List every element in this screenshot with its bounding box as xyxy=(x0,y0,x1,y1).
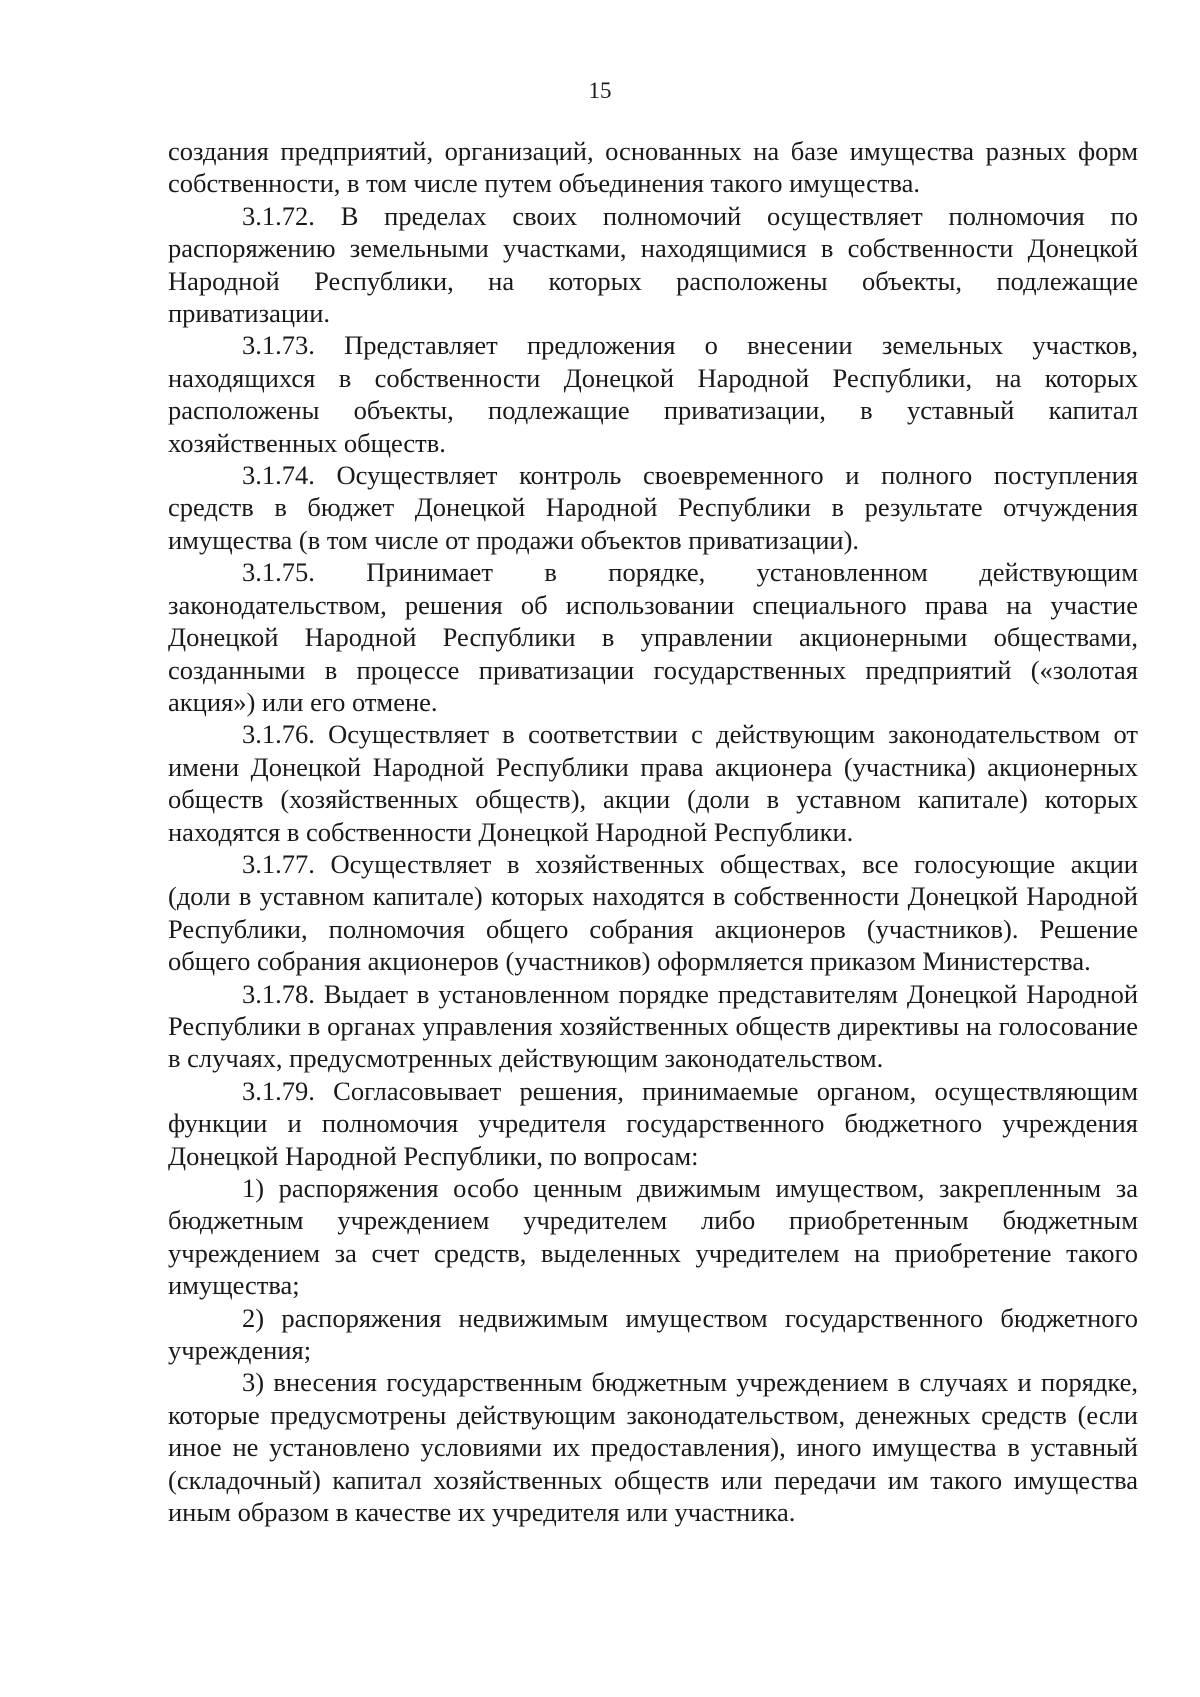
list-item-3: 3) внесения государственным бюджетным учреждением в случаях и порядке, которые предусмотрены действующим законодательством, денежных средств (если иное не установлено условиями их предоставления), иного имущества в уставный (складочный) капитал хозяйственных обществ или передачи им такого имущества иным образом в качестве их учредителя или участника. xyxy=(168,1367,1138,1528)
paragraph-3-1-74: 3.1.74. Осуществляет контроль своевременного и полного поступления средств в бюджет Донецкой Народной Республики в результате отчуждения имущества (в том числе от продажи объектов приватизации). xyxy=(168,460,1138,555)
paragraph-3-1-72: 3.1.72. В пределах своих полномочий осуществляет полномочия по распоряжению земельными участками, находящимися в собственности Донецкой Народной Республики, на которых расположены объекты, подлежащие приватизации. xyxy=(168,200,1138,329)
paragraph-3-1-73: 3.1.73. Представляет предложения о внесении земельных участков, находящихся в собственности Донецкой Народной Республики, на которых расположены объекты, подлежащие приватизации, в уставный капитал хозяйственных обществ. xyxy=(168,330,1138,458)
list-item-1: 1) распоряжения особо ценным движимым имуществом, закрепленным за бюджетным учреждением учредителем либо приобретенным бюджетным учреждением за счет средств, выделенных учредителем на приобретение такого имущества; xyxy=(168,1173,1138,1301)
paragraph-3-1-78: 3.1.78. Выдает в установленном порядке представителям Донецкой Народной Республики в органах управления хозяйственных обществ директивы на голосование в случаях, предусмотренных действующим законодательством. xyxy=(168,978,1138,1074)
paragraph-3-1-75: 3.1.75. Принимает в порядке, установленном действующим законодательством, решения об использовании специального права на участие Донецкой Народной Республики в управлении акционерными обществами, созданными в процессе приватизации государственных предприятий («золотая акция») или его отмене. xyxy=(168,557,1138,717)
list-item-2: 2) распоряжения недвижимым имуществом государственного бюджетного учреждения; xyxy=(168,1302,1138,1366)
paragraph-3-1-76: 3.1.76. Осуществляет в соответствии с действующим законодательством от имени Донецкой Народной Республики права акционера (участника) акционерных обществ (хозяйственных обществ), акции (доли в уставном капитале) которых находятся в собственности Донецкой Народной Республики. xyxy=(168,719,1138,847)
page-number: 15 xyxy=(588,78,612,103)
paragraph-continuation: создания предприятий, организаций, основанных на базе имущества разных форм собственности, в том числе путем объединения такого имущества. xyxy=(168,136,1138,199)
paragraph-3-1-79: 3.1.79. Согласовывает решения, принимаемые органом, осуществляющим функции и полномочия учредителя государственного бюджетного учреждения Донецкой Народной Республики, по вопросам: xyxy=(168,1075,1138,1171)
document-body xyxy=(168,135,1138,1528)
paragraph-3-1-77: 3.1.77. Осуществляет в хозяйственных обществах, все голосующие акции (доли в уставном капитале) которых находятся в собственности Донецкой Народной Республики, полномочия общего собрания акционеров (участников). Решение общего собрания акционеров (участников) оформляется приказом Министерства. xyxy=(168,848,1138,977)
